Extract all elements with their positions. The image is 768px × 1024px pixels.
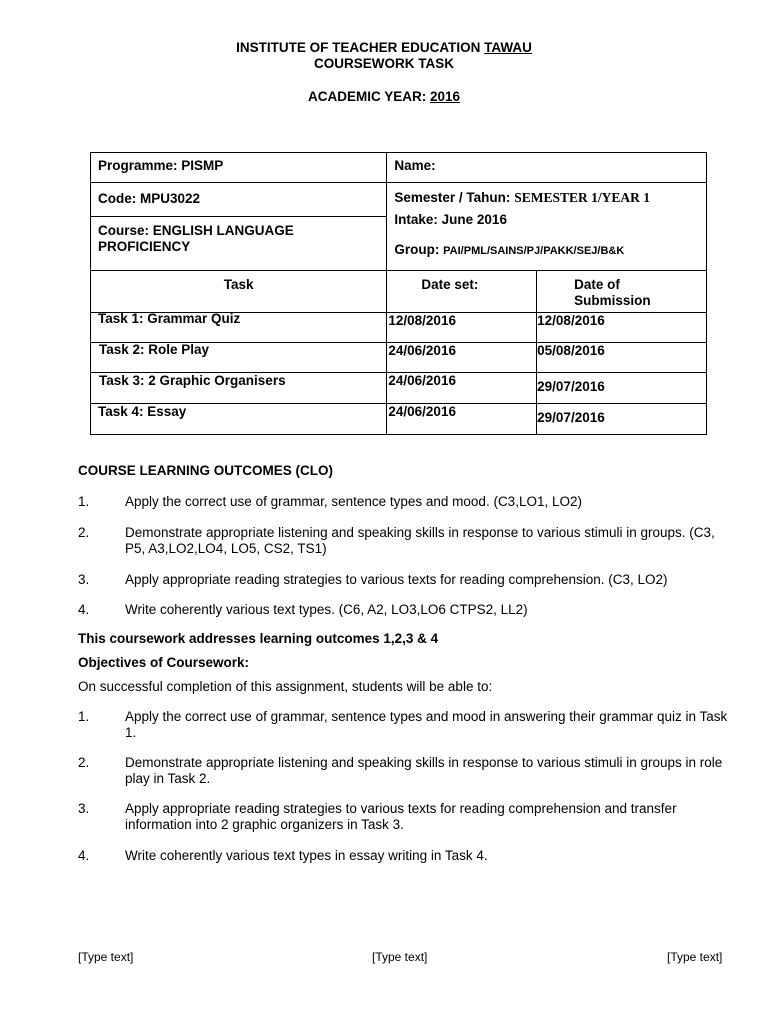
task-date-set: 24/06/2016: [388, 373, 456, 388]
clo-item-number: 2.: [78, 525, 90, 540]
task-submission-date: 29/07/2016: [537, 410, 605, 425]
programme-cell: [91, 153, 387, 183]
task-name: Task 2: Role Play: [99, 342, 210, 357]
footer-right: [Type text]: [667, 950, 723, 964]
clo-item-number: 4.: [78, 602, 90, 617]
group-value: PAI/PML/SAINS/PJ/PAKK/SEJ/B&K: [443, 245, 625, 257]
table-row: [91, 313, 707, 343]
objective-item-number: 2.: [78, 755, 90, 770]
clo-item-text: Apply appropriate reading strategies to various texts for reading comprehension. (C3, LO2): [125, 572, 668, 587]
academic-year: [0, 89, 768, 105]
name-cell: [387, 153, 707, 183]
clo-heading: COURSE LEARNING OUTCOMES (CLO): [78, 463, 333, 478]
task-name: Task 1: Grammar Quiz: [98, 311, 241, 326]
name-label: Name:: [394, 158, 436, 173]
intake-text: Intake: June 2016: [394, 212, 507, 227]
clo-item-number: 3.: [78, 572, 90, 587]
footer-center: [Type text]: [372, 950, 428, 964]
semester-cell: [387, 183, 707, 271]
task-header-cell: [91, 271, 387, 313]
clo-item-text: Apply the correct use of grammar, sentence types and mood. (C3,LO1, LO2): [125, 494, 582, 509]
objective-item-text: Apply appropriate reading strategies to various texts for reading comprehension and transfer information into 2 graphic organizers in Task 3.: [125, 801, 677, 832]
course-line-2: PROFICIENCY: [98, 239, 191, 254]
academic-year-value: 2016: [429, 89, 461, 104]
task-name: Task 4: Essay: [98, 404, 187, 419]
outcomes-addressed: This coursework addresses learning outcomes 1,2,3 & 4: [78, 631, 439, 646]
programme-text: Programme: PISMP: [98, 158, 224, 173]
clo-item-text: Demonstrate appropriate listening and speaking skills in response to various stimuli in groups. (C3, P5, A3,LO2,LO4, LO5, CS2, TS1): [125, 525, 715, 556]
submission-header-line-2: Submission: [574, 293, 651, 308]
objective-item-text: Write coherently various text types in essay writing in Task 4.: [125, 848, 488, 863]
institute-prefix: INSTITUTE OF TEACHER EDUCATION: [236, 40, 485, 55]
objective-item-number: 4.: [78, 848, 90, 863]
coursework-title: COURSEWORK TASK: [314, 56, 454, 71]
table-row: [91, 404, 707, 435]
institute-title: [0, 40, 768, 56]
group-line: [387, 228, 706, 259]
objective-item-text: Apply the correct use of grammar, sentence types and mood in answering their grammar quiz in Task 1.: [125, 709, 728, 740]
task-submission-date: 05/08/2016: [537, 343, 605, 358]
task-submission-date: 29/07/2016: [537, 379, 605, 394]
submission-header-cell: [537, 271, 707, 313]
code-text: Code: MPU3022: [98, 191, 201, 206]
task-date-set: 24/06/2016: [388, 343, 456, 358]
table-row: [91, 373, 707, 404]
task-submission-date: 12/08/2016: [537, 313, 605, 328]
objectives-heading: Objectives of Coursework:: [78, 655, 250, 670]
semester-line: [387, 183, 706, 206]
objective-item-text: Demonstrate appropriate listening and speaking skills in response to various stimuli in groups in role play in Task 2.: [125, 755, 723, 786]
task-date-set: 12/08/2016: [388, 313, 456, 328]
date-set-header: Date set:: [421, 277, 479, 292]
date-set-header-cell: [387, 271, 537, 313]
course-cell: [91, 217, 387, 271]
course-line-1: Course: ENGLISH LANGUAGE: [98, 223, 294, 238]
task-header: Task: [223, 277, 254, 292]
code-cell: [91, 183, 387, 217]
institute-place: TAWAU: [484, 40, 532, 55]
objective-item-number: 1.: [78, 709, 90, 724]
clo-item-number: 1.: [78, 494, 90, 509]
task-date-set: 24/06/2016: [388, 404, 456, 419]
group-label: Group:: [394, 242, 440, 257]
task-name: Task 3: 2 Graphic Organisers: [99, 373, 286, 388]
table-row: [91, 343, 707, 373]
objectives-intro: On successful completion of this assignment, students will be able to:: [78, 679, 493, 694]
coursework-info-table: [90, 152, 707, 435]
semester-value: SEMESTER 1/YEAR 1: [514, 190, 650, 205]
objective-item-number: 3.: [78, 801, 90, 816]
submission-header-line-1: Date of: [574, 277, 620, 292]
academic-year-label: ACADEMIC YEAR:: [307, 89, 427, 104]
semester-label: Semester / Tahun:: [394, 190, 511, 205]
footer-left: [Type text]: [78, 950, 134, 964]
clo-item-text: Write coherently various text types. (C6, A2, LO3,LO6 CTPS2, LL2): [125, 602, 528, 617]
